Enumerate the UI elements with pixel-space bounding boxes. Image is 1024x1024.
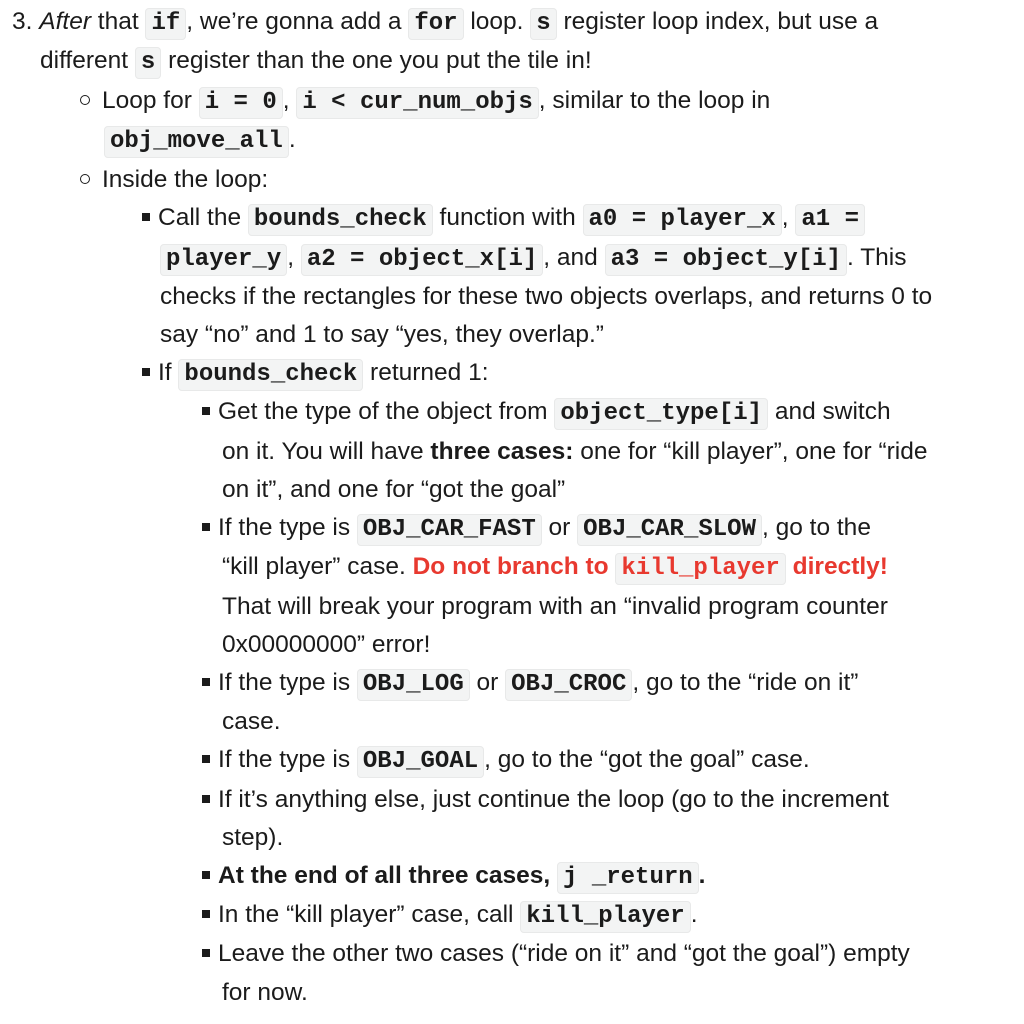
text: Inside the loop:	[102, 166, 269, 193]
square-bullet-icon	[202, 755, 210, 763]
bold-text: .	[698, 862, 706, 889]
text: , go to the “ride on it”	[632, 669, 859, 696]
kill-case-line-4	[222, 625, 430, 665]
kill-case-line-2	[222, 547, 888, 587]
goal-case-line	[202, 740, 810, 780]
else-case-line-1	[202, 780, 889, 820]
kill-call-line	[202, 895, 698, 935]
bold-text: At the end of all three cases,	[218, 862, 558, 889]
text: for now.	[222, 979, 308, 1006]
square-bullet-icon	[202, 678, 210, 686]
square-bullet-icon	[202, 795, 210, 803]
text: Loop for	[102, 87, 199, 114]
text: case.	[222, 708, 281, 735]
code-bounds-check: bounds_check	[178, 359, 363, 391]
circle-bullet-icon	[80, 174, 90, 184]
text: or	[541, 514, 578, 541]
text: .	[690, 901, 698, 928]
text: , go to the “got the goal” case.	[484, 746, 810, 773]
text: , similar to the loop in	[538, 87, 771, 114]
get-type-line-2	[222, 432, 927, 472]
call-line-3	[160, 277, 932, 317]
get-type-line-1	[202, 392, 891, 432]
text: checks if the rectangles for these two objects overlaps, and returns 0 to	[160, 283, 933, 310]
text: returned 1:	[363, 359, 489, 386]
code-obj-car-fast: OBJ_CAR_FAST	[357, 514, 542, 546]
warning-text: directly!	[785, 553, 888, 580]
call-line-1	[142, 198, 865, 238]
code-obj-move-all: obj_move_all	[104, 126, 289, 158]
leave-line-2	[222, 973, 308, 1013]
text: that	[91, 8, 146, 35]
code-if: if	[145, 8, 186, 40]
square-bullet-icon	[142, 213, 150, 221]
code-a2: a2 = object_x[i]	[301, 244, 543, 276]
text: Call the	[158, 204, 248, 231]
list-number: 3.	[12, 8, 33, 35]
loop-line-2	[104, 120, 296, 160]
square-bullet-icon	[202, 407, 210, 415]
call-line-2	[160, 238, 907, 278]
bold-text: three cases:	[430, 438, 574, 465]
warning-text: Do not branch to	[412, 553, 616, 580]
code-s: s	[135, 47, 161, 79]
item-3-line-2	[40, 41, 592, 81]
code-a3: a3 = object_y[i]	[605, 244, 847, 276]
kill-case-line-1	[202, 508, 871, 548]
text: register loop index, but use a	[556, 8, 879, 35]
text: 0x00000000” error!	[222, 631, 431, 658]
code-kill-player: kill_player	[520, 901, 690, 933]
code-a0: a0 = player_x	[583, 204, 782, 236]
text: say “no” and 1 to say “yes, they overlap.”	[160, 321, 604, 348]
square-bullet-icon	[202, 871, 210, 879]
code-obj-goal: OBJ_GOAL	[357, 746, 484, 778]
get-type-line-3	[222, 470, 565, 510]
square-bullet-icon	[202, 949, 210, 957]
text: on it. You will have	[222, 438, 431, 465]
text: In the “kill player” case, call	[218, 901, 521, 928]
text: one for “kill player”, one for “ride	[573, 438, 928, 465]
code-for: for	[408, 8, 463, 40]
text: and switch	[768, 398, 891, 425]
ride-case-line-1	[202, 663, 858, 703]
text: ,	[287, 244, 301, 271]
text: function with	[432, 204, 583, 231]
text: .	[288, 126, 296, 153]
text: ,	[282, 87, 297, 114]
code-a1: a1 =	[795, 204, 865, 236]
loop-line-1	[80, 81, 770, 121]
code-kill-player-warning: kill_player	[615, 553, 785, 585]
text: step).	[222, 824, 284, 851]
end-cases-line	[202, 856, 705, 896]
text: Leave the other two cases (“ride on it” and “got the goal”) empty	[218, 940, 910, 967]
text: If the type is	[218, 669, 357, 696]
text: “kill player” case.	[222, 553, 413, 580]
text: ,	[781, 204, 796, 231]
after-text: After	[39, 8, 91, 35]
item-3-line-1	[12, 2, 878, 42]
text: . This	[847, 244, 907, 271]
inside-loop-line	[80, 160, 268, 200]
ride-case-line-2	[222, 702, 281, 742]
text: If it’s anything else, just continue the loop (go to the increment	[218, 786, 889, 813]
else-case-line-2	[222, 818, 283, 858]
square-bullet-icon	[142, 368, 150, 376]
text: different	[40, 47, 135, 74]
text: or	[469, 669, 506, 696]
text: That will break your program with an “invalid program counter	[222, 593, 888, 620]
text: register than the one you put the tile in!	[161, 47, 592, 74]
kill-case-line-3	[222, 587, 888, 627]
text: , and	[543, 244, 605, 271]
code-obj-log: OBJ_LOG	[357, 669, 470, 701]
text: on it”, and one for “got the goal”	[222, 476, 566, 503]
text: If the type is	[218, 746, 357, 773]
code-i-init: i = 0	[199, 87, 283, 119]
code-bounds-check: bounds_check	[248, 204, 433, 236]
text: , go to the	[761, 514, 871, 541]
code-obj-croc: OBJ_CROC	[505, 669, 632, 701]
call-line-4	[160, 315, 604, 355]
code-obj-car-slow: OBJ_CAR_SLOW	[577, 514, 762, 546]
text: Get the type of the object from	[218, 398, 555, 425]
square-bullet-icon	[202, 523, 210, 531]
code-j-return: j _return	[557, 862, 699, 894]
text: , we’re gonna add a	[186, 8, 409, 35]
text: If	[158, 359, 179, 386]
code-player-y: player_y	[160, 244, 287, 276]
if-bounds-line	[142, 353, 489, 393]
code-s: s	[530, 8, 556, 40]
square-bullet-icon	[202, 910, 210, 918]
text: loop.	[463, 8, 531, 35]
leave-line-1	[202, 934, 910, 974]
code-loop-condition: i < cur_num_objs	[296, 87, 538, 119]
circle-bullet-icon	[80, 95, 90, 105]
text: If the type is	[218, 514, 357, 541]
code-object-type: object_type[i]	[554, 398, 768, 430]
